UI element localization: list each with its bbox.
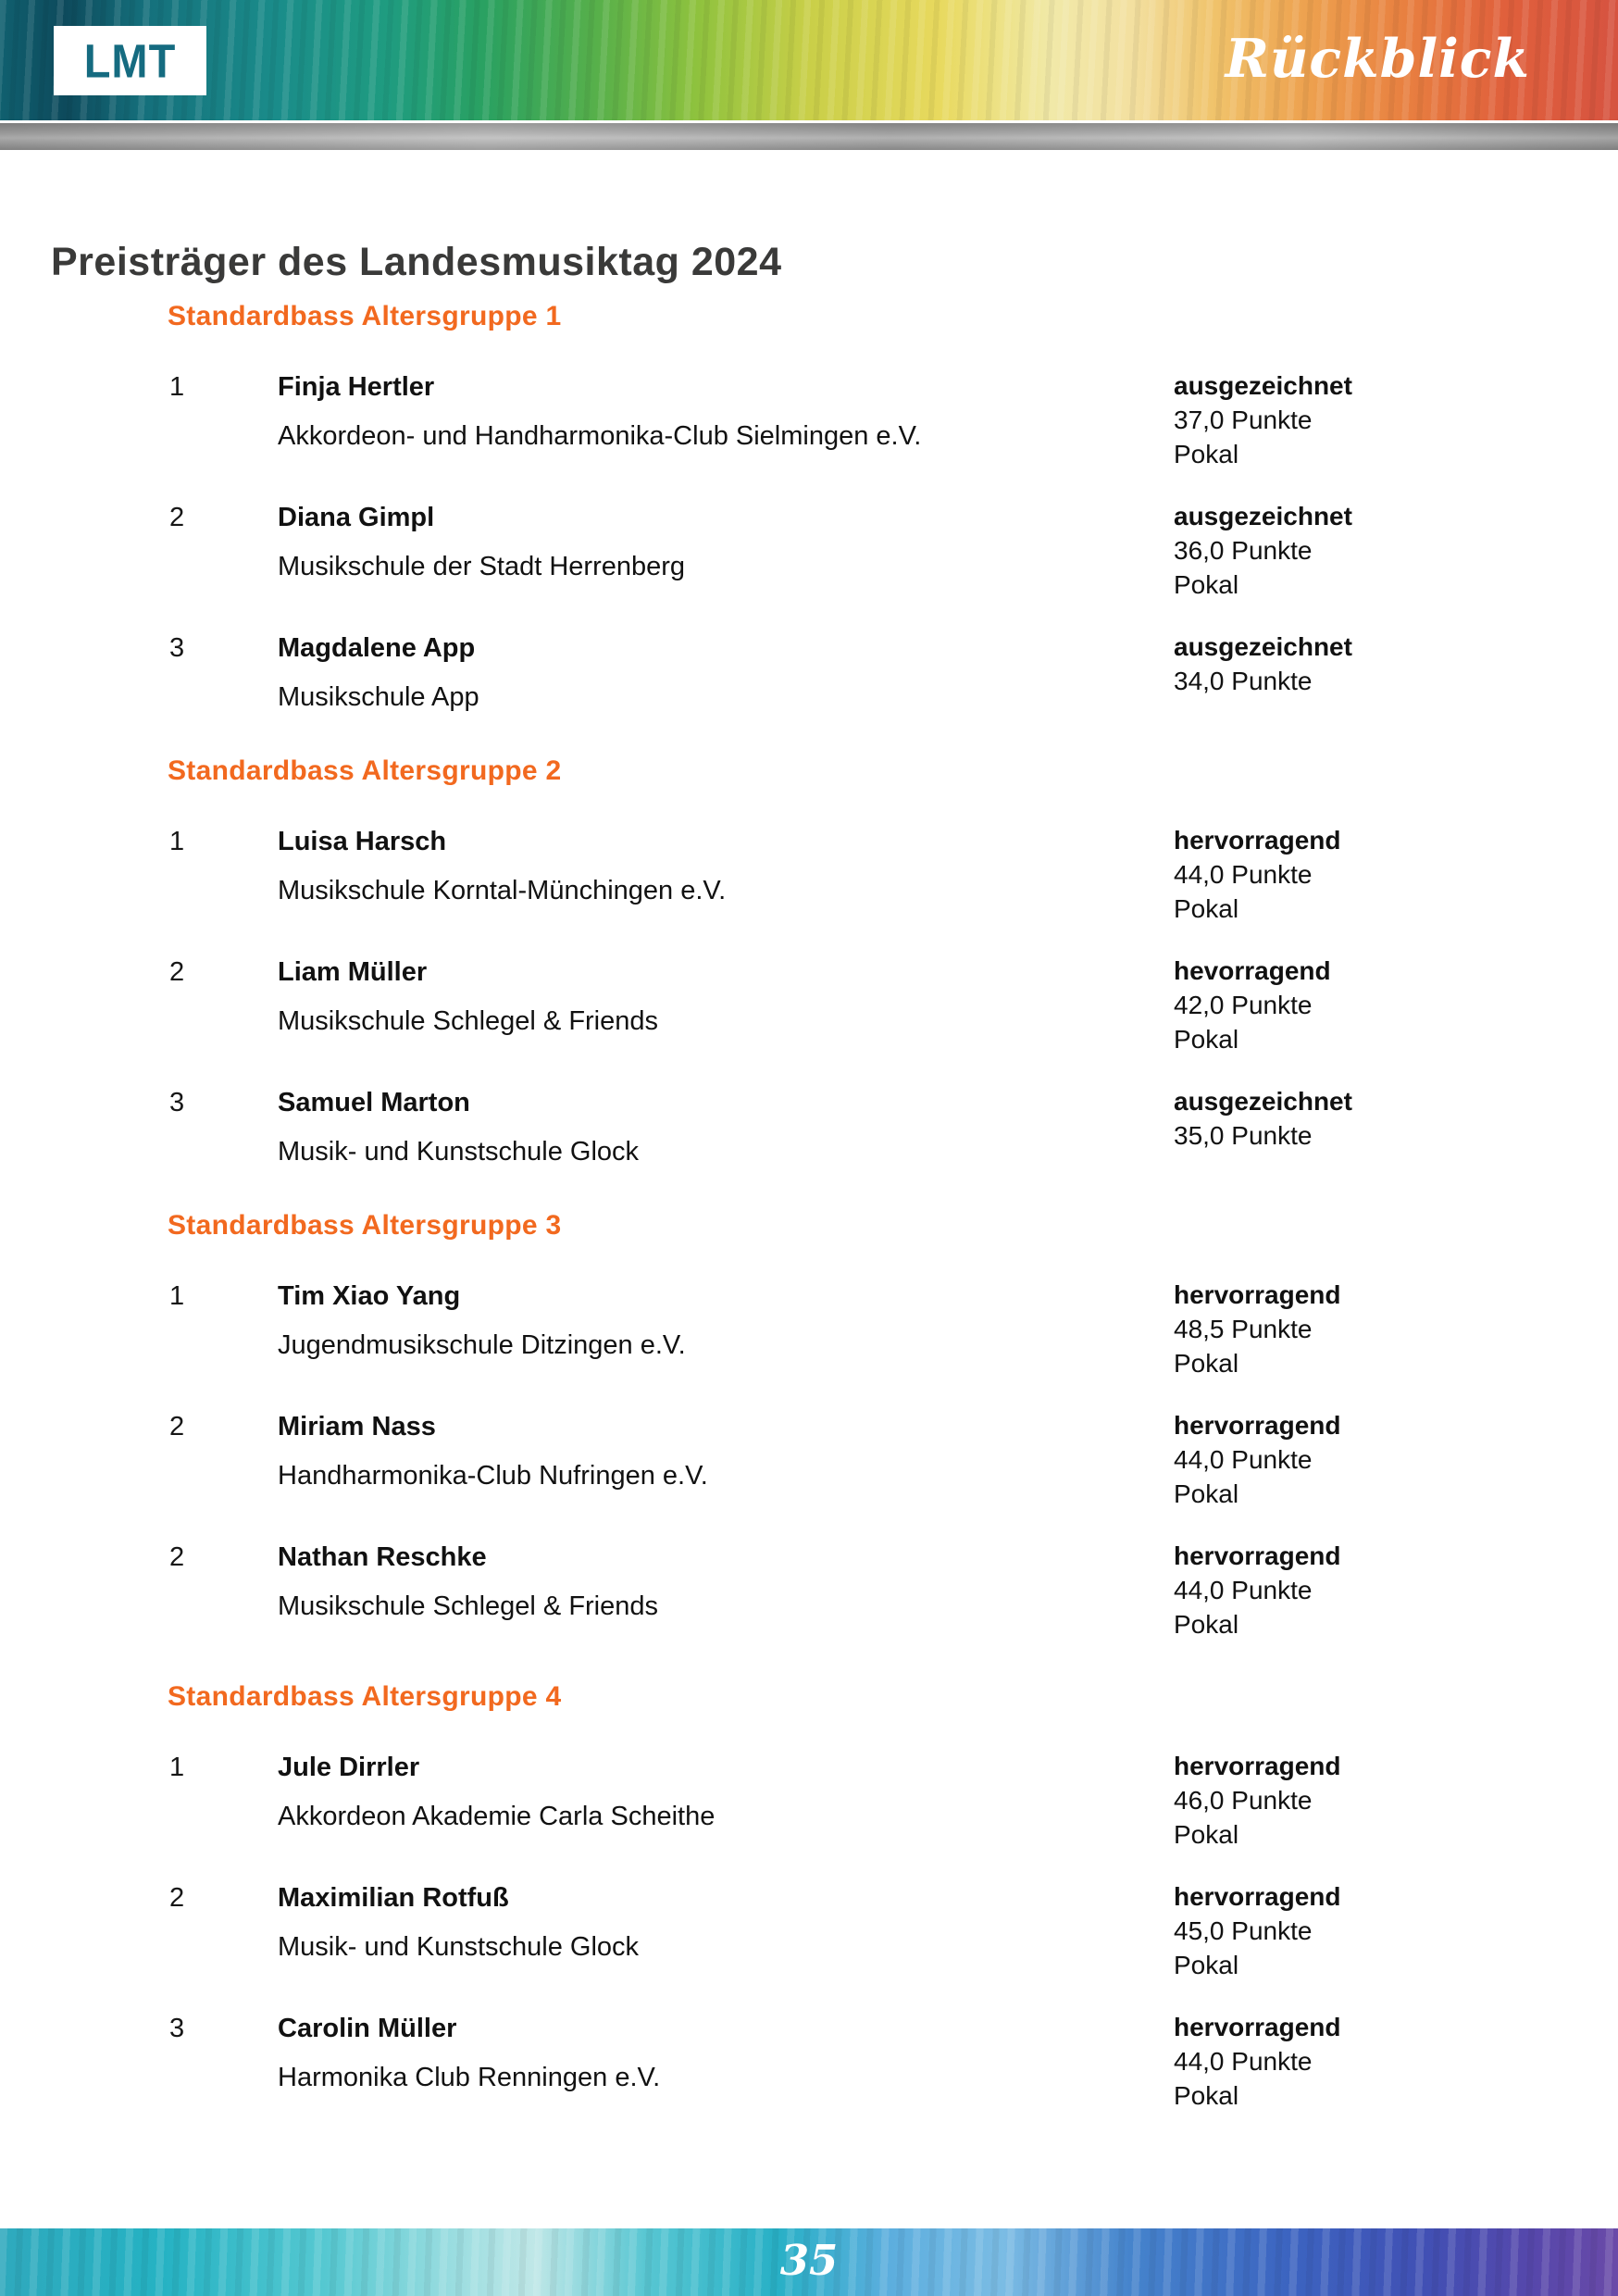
rating-text: hervorragend [1174, 1411, 1341, 1440]
winner-name: Luisa Harsch [278, 827, 447, 856]
entry-row [169, 1879, 1618, 1982]
award-text: Pokal [1174, 1349, 1239, 1378]
entry-row [169, 1539, 1618, 1641]
entry-row [169, 1278, 1618, 1380]
points-text: 35,0 Punkte [1174, 1121, 1313, 1150]
gray-divider-bar [0, 123, 1618, 150]
rating-text: hervorragend [1174, 2013, 1341, 2041]
points-text: 44,0 Punkte [1174, 1445, 1313, 1474]
lmt-logo-text: LMT [83, 33, 177, 88]
result-block [1174, 823, 1618, 926]
winner-block [278, 499, 1174, 585]
result-block [1174, 1749, 1618, 1852]
rating-text: hervorragend [1174, 1882, 1341, 1911]
points-text: 44,0 Punkte [1174, 860, 1313, 889]
result-block [1174, 499, 1618, 602]
award-text: Pokal [1174, 894, 1239, 923]
page-content [0, 150, 1618, 2150]
points-text: 36,0 Punkte [1174, 536, 1313, 565]
entry-row [169, 1084, 1618, 1170]
rating-text: ausgezeichnet [1174, 632, 1352, 661]
winner-block [278, 1749, 1174, 1835]
entry-row [169, 2010, 1618, 2113]
winner-institution: Akkordeon- und Handharmonika-Club Sielmingen e.V. [278, 421, 922, 451]
entry-row [169, 368, 1618, 471]
section-altersgruppe-3 [0, 1207, 1618, 1641]
result-block [1174, 368, 1618, 471]
winner-institution: Musik- und Kunstschule Glock [278, 1932, 640, 1962]
award-text: Pokal [1174, 440, 1239, 468]
rank-number: 2 [169, 1412, 185, 1441]
section-heading: Standardbass Altersgruppe 2 [168, 755, 562, 786]
section-heading: Standardbass Altersgruppe 3 [168, 1210, 562, 1241]
result-block [1174, 954, 1618, 1056]
rank-number: 1 [169, 827, 185, 856]
footer-watercolor-band [0, 2228, 1618, 2296]
rating-text: ausgezeichnet [1174, 1087, 1352, 1116]
section-altersgruppe-1 [0, 298, 1618, 716]
rating-text: ausgezeichnet [1174, 371, 1352, 400]
award-text: Pokal [1174, 2081, 1239, 2110]
winner-institution: Musikschule der Stadt Herrenberg [278, 552, 686, 581]
points-text: 37,0 Punkte [1174, 406, 1313, 434]
winner-institution: Musikschule App [278, 682, 479, 712]
result-block [1174, 1879, 1618, 1982]
rating-text: hervorragend [1174, 1280, 1341, 1309]
rank-number: 2 [169, 503, 185, 532]
winner-institution: Harmonika Club Renningen e.V. [278, 2063, 661, 2092]
winner-block [278, 1408, 1174, 1494]
entry-row [169, 499, 1618, 602]
points-text: 48,5 Punkte [1174, 1315, 1313, 1343]
winner-name: Liam Müller [278, 957, 428, 987]
award-text: Pokal [1174, 1610, 1239, 1639]
winner-block [278, 954, 1174, 1040]
rating-text: hervorragend [1174, 1541, 1341, 1570]
rank-number: 3 [169, 633, 185, 663]
rank-number: 2 [169, 1542, 185, 1572]
winner-institution: Musikschule Korntal-Münchingen e.V. [278, 876, 727, 905]
winner-institution: Handharmonika-Club Nufringen e.V. [278, 1461, 708, 1491]
points-text: 44,0 Punkte [1174, 2047, 1313, 2076]
award-text: Pokal [1174, 1820, 1239, 1849]
entry-row [169, 1749, 1618, 1852]
result-block [1174, 1408, 1618, 1511]
winner-block [278, 1084, 1174, 1170]
points-text: 46,0 Punkte [1174, 1786, 1313, 1815]
rank-number: 2 [169, 957, 185, 987]
award-text: Pokal [1174, 1025, 1239, 1054]
winner-name: Miriam Nass [278, 1412, 436, 1441]
rank-number: 1 [169, 1753, 185, 1782]
rank-number: 1 [169, 372, 185, 402]
entry-row [169, 630, 1618, 716]
winner-name: Carolin Müller [278, 2014, 457, 2043]
points-text: 42,0 Punkte [1174, 991, 1313, 1019]
result-block [1174, 630, 1618, 698]
section-heading: Standardbass Altersgruppe 1 [168, 301, 562, 331]
rank-number: 3 [169, 2014, 185, 2043]
result-block [1174, 1539, 1618, 1641]
entry-row [169, 1408, 1618, 1511]
winner-block [278, 823, 1174, 909]
winner-name: Maximilian Rotfuß [278, 1883, 509, 1913]
winner-name: Jule Dirrler [278, 1753, 420, 1782]
winner-institution: Musik- und Kunstschule Glock [278, 1137, 640, 1167]
points-text: 44,0 Punkte [1174, 1576, 1313, 1604]
award-text: Pokal [1174, 570, 1239, 599]
winner-name: Tim Xiao Yang [278, 1281, 461, 1311]
section-altersgruppe-4 [0, 1678, 1618, 2113]
winner-institution: Akkordeon Akademie Carla Scheithe [278, 1802, 716, 1831]
rank-number: 1 [169, 1281, 185, 1311]
header-watercolor-band [0, 0, 1618, 120]
entry-row [169, 823, 1618, 926]
winner-block [278, 1539, 1174, 1625]
winner-name: Nathan Reschke [278, 1542, 487, 1572]
entry-row [169, 954, 1618, 1056]
sections-container [0, 298, 1618, 2113]
rating-text: hevorragend [1174, 956, 1331, 985]
winner-block [278, 630, 1174, 716]
points-text: 34,0 Punkte [1174, 667, 1313, 695]
rating-text: hervorragend [1174, 826, 1341, 855]
award-text: Pokal [1174, 1479, 1239, 1508]
section-heading: Standardbass Altersgruppe 4 [168, 1681, 562, 1712]
award-text: Pokal [1174, 1951, 1239, 1979]
rating-text: hervorragend [1174, 1752, 1341, 1780]
result-block [1174, 2010, 1618, 2113]
winner-name: Finja Hertler [278, 372, 435, 402]
winner-name: Samuel Marton [278, 1088, 470, 1117]
winner-institution: Musikschule Schlegel & Friends [278, 1591, 659, 1621]
winner-name: Magdalene App [278, 633, 476, 663]
page-title: Preisträger des Landesmusiktag 2024 [51, 240, 782, 284]
winner-institution: Musikschule Schlegel & Friends [278, 1006, 659, 1036]
page-number: 35 [779, 2236, 839, 2285]
winner-block [278, 1879, 1174, 1965]
rank-number: 3 [169, 1088, 185, 1117]
rating-text: ausgezeichnet [1174, 502, 1352, 530]
winner-institution: Jugendmusikschule Ditzingen e.V. [278, 1330, 686, 1360]
result-block [1174, 1084, 1618, 1153]
lmt-logo [54, 26, 206, 95]
points-text: 45,0 Punkte [1174, 1916, 1313, 1945]
winner-name: Diana Gimpl [278, 503, 435, 532]
section-altersgruppe-2 [0, 753, 1618, 1170]
winner-block [278, 1278, 1174, 1364]
rank-number: 2 [169, 1883, 185, 1913]
rueckblick-script-label: Rückblick [1225, 28, 1530, 90]
winner-block [278, 2010, 1174, 2096]
winner-block [278, 368, 1174, 455]
result-block [1174, 1278, 1618, 1380]
